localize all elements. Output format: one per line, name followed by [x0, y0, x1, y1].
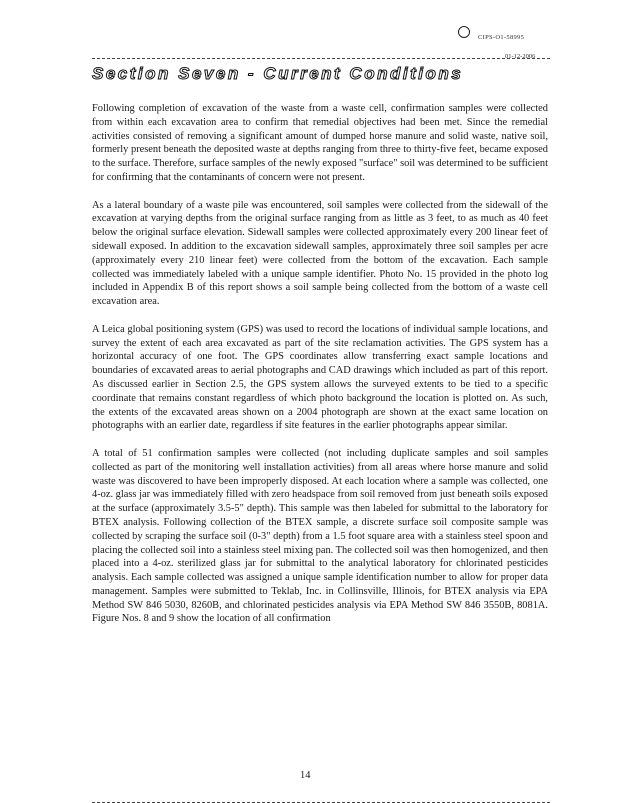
section-title: Section Seven - Current Conditions — [92, 64, 464, 83]
paragraph: Following completion of excavation of the waste from a waste cell, confirmation samples were collected from within each excavation area to confirm that remedial objectives had been met. Since the remedial activities consisted of removing a significant amount of dumped horse manure and solid waste, native soil, formerly present beneath the deposited waste at depths ranging from three to thirty-five feet, became exposed to the surface. Therefore, surface samples of the newly exposed "surface" soil was determined to be sufficient for confirming that the contaminants of concern were not present. — [92, 103, 548, 183]
document-id: CIPS-O1-58995 — [478, 34, 525, 41]
body-text — [92, 102, 548, 640]
page-number: 14 — [300, 770, 311, 781]
company-logo-icon — [458, 26, 470, 38]
paragraph: A Leica global positioning system (GPS) was used to record the locations of individual sample locations, and survey the extent of each area excavated as part of the site reclamation activities. The GPS system has a horizontal accuracy of one foot. The GPS coordinates allow transferring exact sample locations and boundaries of excavated areas to aerial photographs and CAD drawings which included as part of this report. As discussed earlier in Section 2.5, the GPS system allows the surveyed extents to be tied to a specific coordinate that remains constant regardless of which photo background the location is plotted on. As such, the extents of the excavated areas shown on a 2004 photograph are shown at the exact same location on photographs with an earlier date, regardless if site features in the earlier photographs appear similar. — [92, 323, 548, 432]
header-rule — [92, 58, 550, 59]
paragraph: As a lateral boundary of a waste pile was encountered, soil samples were collected from the sidewall of the excavation at varying depths from the original surface ranging from as little as 3 feet, to as much as 40 feet below the original surface elevation. Sidewall samples were collected approximately every 200 linear feet of sidewall exposed. In addition to the excavation sidewall samples, approximately three soil samples per acre (approximately every 210 linear feet) were collected from the bottom of the excavation. Each sample collected was immediately labeled with a unique sample identifier. Photo No. 15 provided in the photo log included in Appendix B of this report shows a soil sample being collected from the bottom of a waste cell excavation area. — [92, 199, 548, 308]
document-date: 01-12-2006 — [505, 53, 536, 60]
paragraph: A total of 51 confirmation samples were collected (not including duplicate samples and soil samples collected as part of the monitoring well installation activities) from all areas where horse manure and solid waste was discovered to have been improperly disposed. At each location where a sample was collected, one 4-oz. glass jar was immediately filled with zero headspace from soil removed from just beneath soils exposed at the surface (approximately 3.5-5" depth). This sample was then labeled for submittal to the laboratory for BTEX analysis. Following collection of the BTEX sample, a discrete surface soil composite sample was collected by scraping the surface soil (0-3" depth) from a 1.5 foot square area with a stainless steel spoon and placing the collected soil into a stainless steel mixing pan. The collected soil was then homogenized, and then placed into a 4-oz. sterilized glass jar for submittal to the analytical laboratory for chlorinated pesticides analysis. Each sample collected was assigned a unique sample identification number to allow for proper data management. Samples were submitted to Teklab, Inc. in Collinsville, Illinois, for BTEX analysis via EPA Method SW 846 5030, 8260B, and chlorinated pesticides analysis via EPA Method SW 846 3550B, 8081A. Figure Nos. 8 and 9 show the location of all confirmation — [92, 447, 549, 625]
